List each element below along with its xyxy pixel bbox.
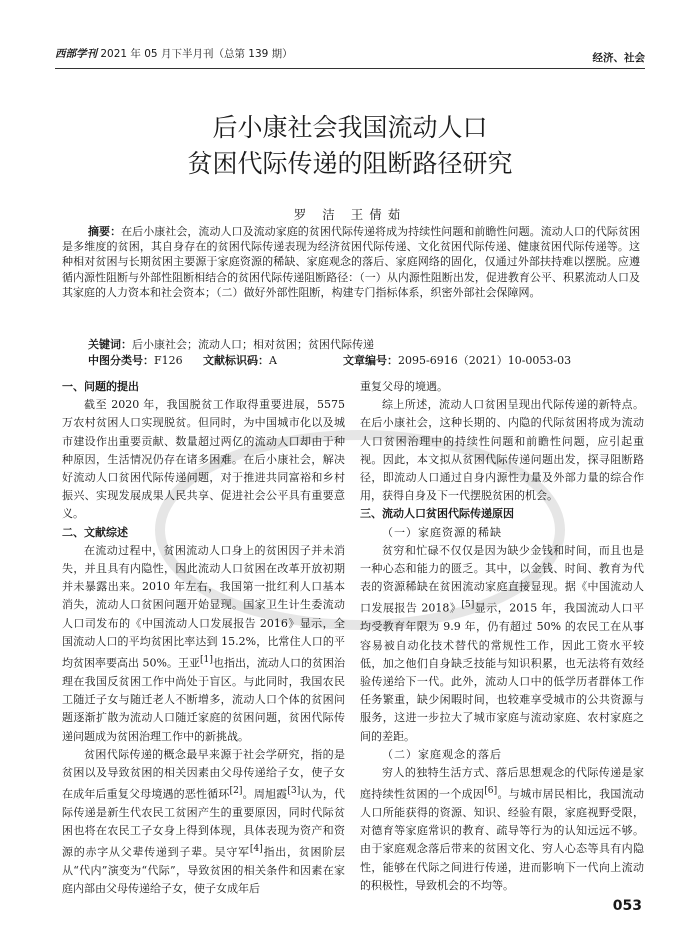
paragraph: [360, 764, 644, 895]
classification-line: [88, 352, 640, 366]
journal-issue: 2021 年 05 月下半月刊（总第 139 期）: [100, 48, 293, 60]
keywords: [88, 336, 640, 352]
subsection-heading-1: （一）家庭资源的稀缺: [382, 525, 502, 539]
page-number: 053: [612, 898, 642, 914]
class-number: [88, 352, 183, 368]
doc-code: [203, 352, 277, 368]
article-title: [0, 110, 700, 182]
paragraph-text: 也指出，流动人口的贫困治理在我国反贫困工作中尚处于盲区。与此同时，我国农民工随迁子女与随迁老人不断增多，流动人口个体的贫困问题逐渐扩散为流动人口随迁家庭的贫困问题，贫困代际传递问题成为贫困治理工作中的新挑战。: [62, 656, 345, 743]
left-column: [62, 378, 345, 899]
paragraph: [62, 746, 345, 899]
article-number-value: 2095-6916（2021）10-0053-03: [398, 354, 572, 367]
journal-name: 西部学刊: [55, 48, 97, 60]
doc-code-value: A: [269, 354, 277, 367]
paragraph: [360, 542, 644, 746]
section-heading-3: 三、流动人口贫困代际传递原因: [360, 507, 514, 521]
paragraph: 综上所述，流动人口贫困呈现出代际传递的新特点。在后小康社会，这种长期的、内隐的代际贫困将成为流动人口贫困治理中的持续性问题和前瞻性问题，应引起重视。因此，本文拟从贫困代际传递问题出发，探寻阻断路径，即流动人口通过自身内源性力量及外部力量的综合作用，获得自身及下一代摆脱贫困的机会。: [360, 398, 644, 503]
paragraph-text: 。周旭霞: [242, 787, 288, 801]
paragraph-text: 指出，贫困阶层从“代内”演变为“代际”，导致贫困的相关条件和因素在家庭内部由父母传递给子女，使子女成年后: [62, 846, 346, 896]
paragraph-text: 认为，代际传递是新生代农民工贫困产生的重要原因，同时代际贫困也将在农民工子女身上得到体现，具体表现为资产和资源的赤字从父辈传递到子辈。吴守军: [62, 787, 346, 860]
header-rule: [55, 68, 645, 69]
abstract: [62, 224, 640, 300]
section-name: 经济、社会: [592, 52, 645, 64]
subsection-heading-2: （二）家庭观念的落后: [382, 747, 502, 761]
paragraph-text: 。与城市居民相比，我国流动人口所能获得的资源、知识、经验有限，家庭视野受限，对德育等家庭常识的教育、疏导等行为的认知远远不够。由于家庭观念落后带来的贫困文化、穷人心态等具有内隐性，能够在代际之间进行传递，进而影响下一代向上流动的积极性，导致机会的不均等。: [360, 787, 645, 892]
paragraph: 截至 2020 年，我国脱贫工作取得重要进展，5575 万农村贫困人口实现脱贫。但同时，为中国城市化以及城市建设作出重要贡献、数量超过两亿的流动人口却由于种种原因，生活情况仍存在诸多困难。在后小康社会，解决好流动人口贫困代际传递问题，对于推进共同富裕和乡村振兴、实现发展成果人民共享、促进社会公平具有重要意义。: [62, 398, 345, 521]
authors: 罗 洁 王倩茹: [293, 207, 407, 222]
title-line-1: 后小康社会我国流动人口: [212, 113, 488, 142]
paragraph-text: 贫穷和忙碌不仅仅是因为缺少金钱和时间，而且也是一种心态和能力的匮乏。其中，以金钱、时间、教育为代表的资源稀缺在贫困流动家庭直接显现。据《中国流动人口发展报告 2018》: [360, 543, 644, 616]
paragraph: [62, 542, 345, 746]
citation: [5]: [461, 599, 475, 611]
citation: [4]: [249, 843, 263, 855]
section-heading-1: 一、问题的提出: [62, 380, 139, 393]
class-number-value: F126: [154, 354, 183, 367]
abstract-label: 摘要：: [88, 225, 122, 238]
class-number-label: 中图分类号：: [88, 354, 154, 367]
paragraph-text: 贫困代际传递的概念最早来源于社会学研究，指的是贫困以及导致贫困的相关因素由父母传递给子女，使子女在成年后重复父母境遇的恶性循环: [62, 747, 345, 801]
paragraph-text: 穷人的独特生活方式、落后思想观念的代际传递是家庭持续性贫困的一个成因: [360, 765, 644, 801]
section-heading-2: 二、文献综述: [62, 525, 128, 539]
keywords-text: 后小康社会；流动人口；相对贫困；贫困代际传递: [132, 338, 374, 351]
running-header: [55, 44, 645, 64]
paragraph-text: 在流动过程中，贫困流动人口身上的贫困因子并未消失，并且具有内隐性，因此流动人口贫困在改革开放初期并未暴露出来。2010 年左右，我国第一批红利人口基本消失，流动人口贫困问题开始显现。国家卫生计生委流动人口司发布的《中国流动人口发展报告 2016》显示，全国流动人口的平均贫困比率达到 15.2%，比常住人口的平均贫困率要高出 50%。王亚: [62, 543, 345, 670]
keywords-label: 关键词：: [88, 338, 132, 351]
journal-info: [55, 46, 293, 61]
citation: [1]: [199, 654, 213, 666]
doc-code-label: 文献标识码：: [203, 354, 269, 367]
title-line-2: 贫困代际传递的阻断路径研究: [187, 149, 513, 178]
citation: [3]: [287, 785, 301, 797]
paragraph: 重复父母的境遇。: [360, 380, 448, 393]
abstract-text: 在后小康社会，流动人口及流动家庭的贫困代际传递将成为持续性问题和前瞻性问题。流动人口的代际贫困是多维度的贫困，其自身存在的贫困代际传递表现为经济贫困代际传递、文化贫困代际传递、健康贫困代际传递等。这种相对贫困与长期贫困主要源于家庭资源的稀缺、家庭观念的落后、家庭网络的固化，仅通过外部扶持难以摆脱。应遵循内源性阻断与外部性阻断相结合的贫困代际传递阻断路径：（一）从内源性阻断出发，促进教育公平、积累流动人口及其家庭的人力资本和社会资本；（二）做好外部性阻断，构建专门指标体系，织密外部社会保障网。: [62, 225, 640, 299]
citation: [6]: [484, 785, 498, 797]
article-number: [343, 352, 571, 368]
paragraph-text: 显示，2015 年，我国流动人口平均受教育年限为 9.9 年，仍有超过 50% 的农民工在从事容易被自动化技术替代的常规性工作，因此工资水平较低，加之他们自身缺乏技能与知识积累，也无法将有效经验传递给下一代。此外，流动人口中的低学历者群体工作任务繁重，缺少闲暇时间，也较难享受城市的公共资源与服务，这进一步拉大了城市家庭与流动家庭、农村家庭之间的差距。: [360, 602, 644, 743]
article-number-label: 文章编号：: [343, 354, 398, 367]
right-column: [360, 378, 644, 895]
citation: [2]: [229, 785, 243, 797]
